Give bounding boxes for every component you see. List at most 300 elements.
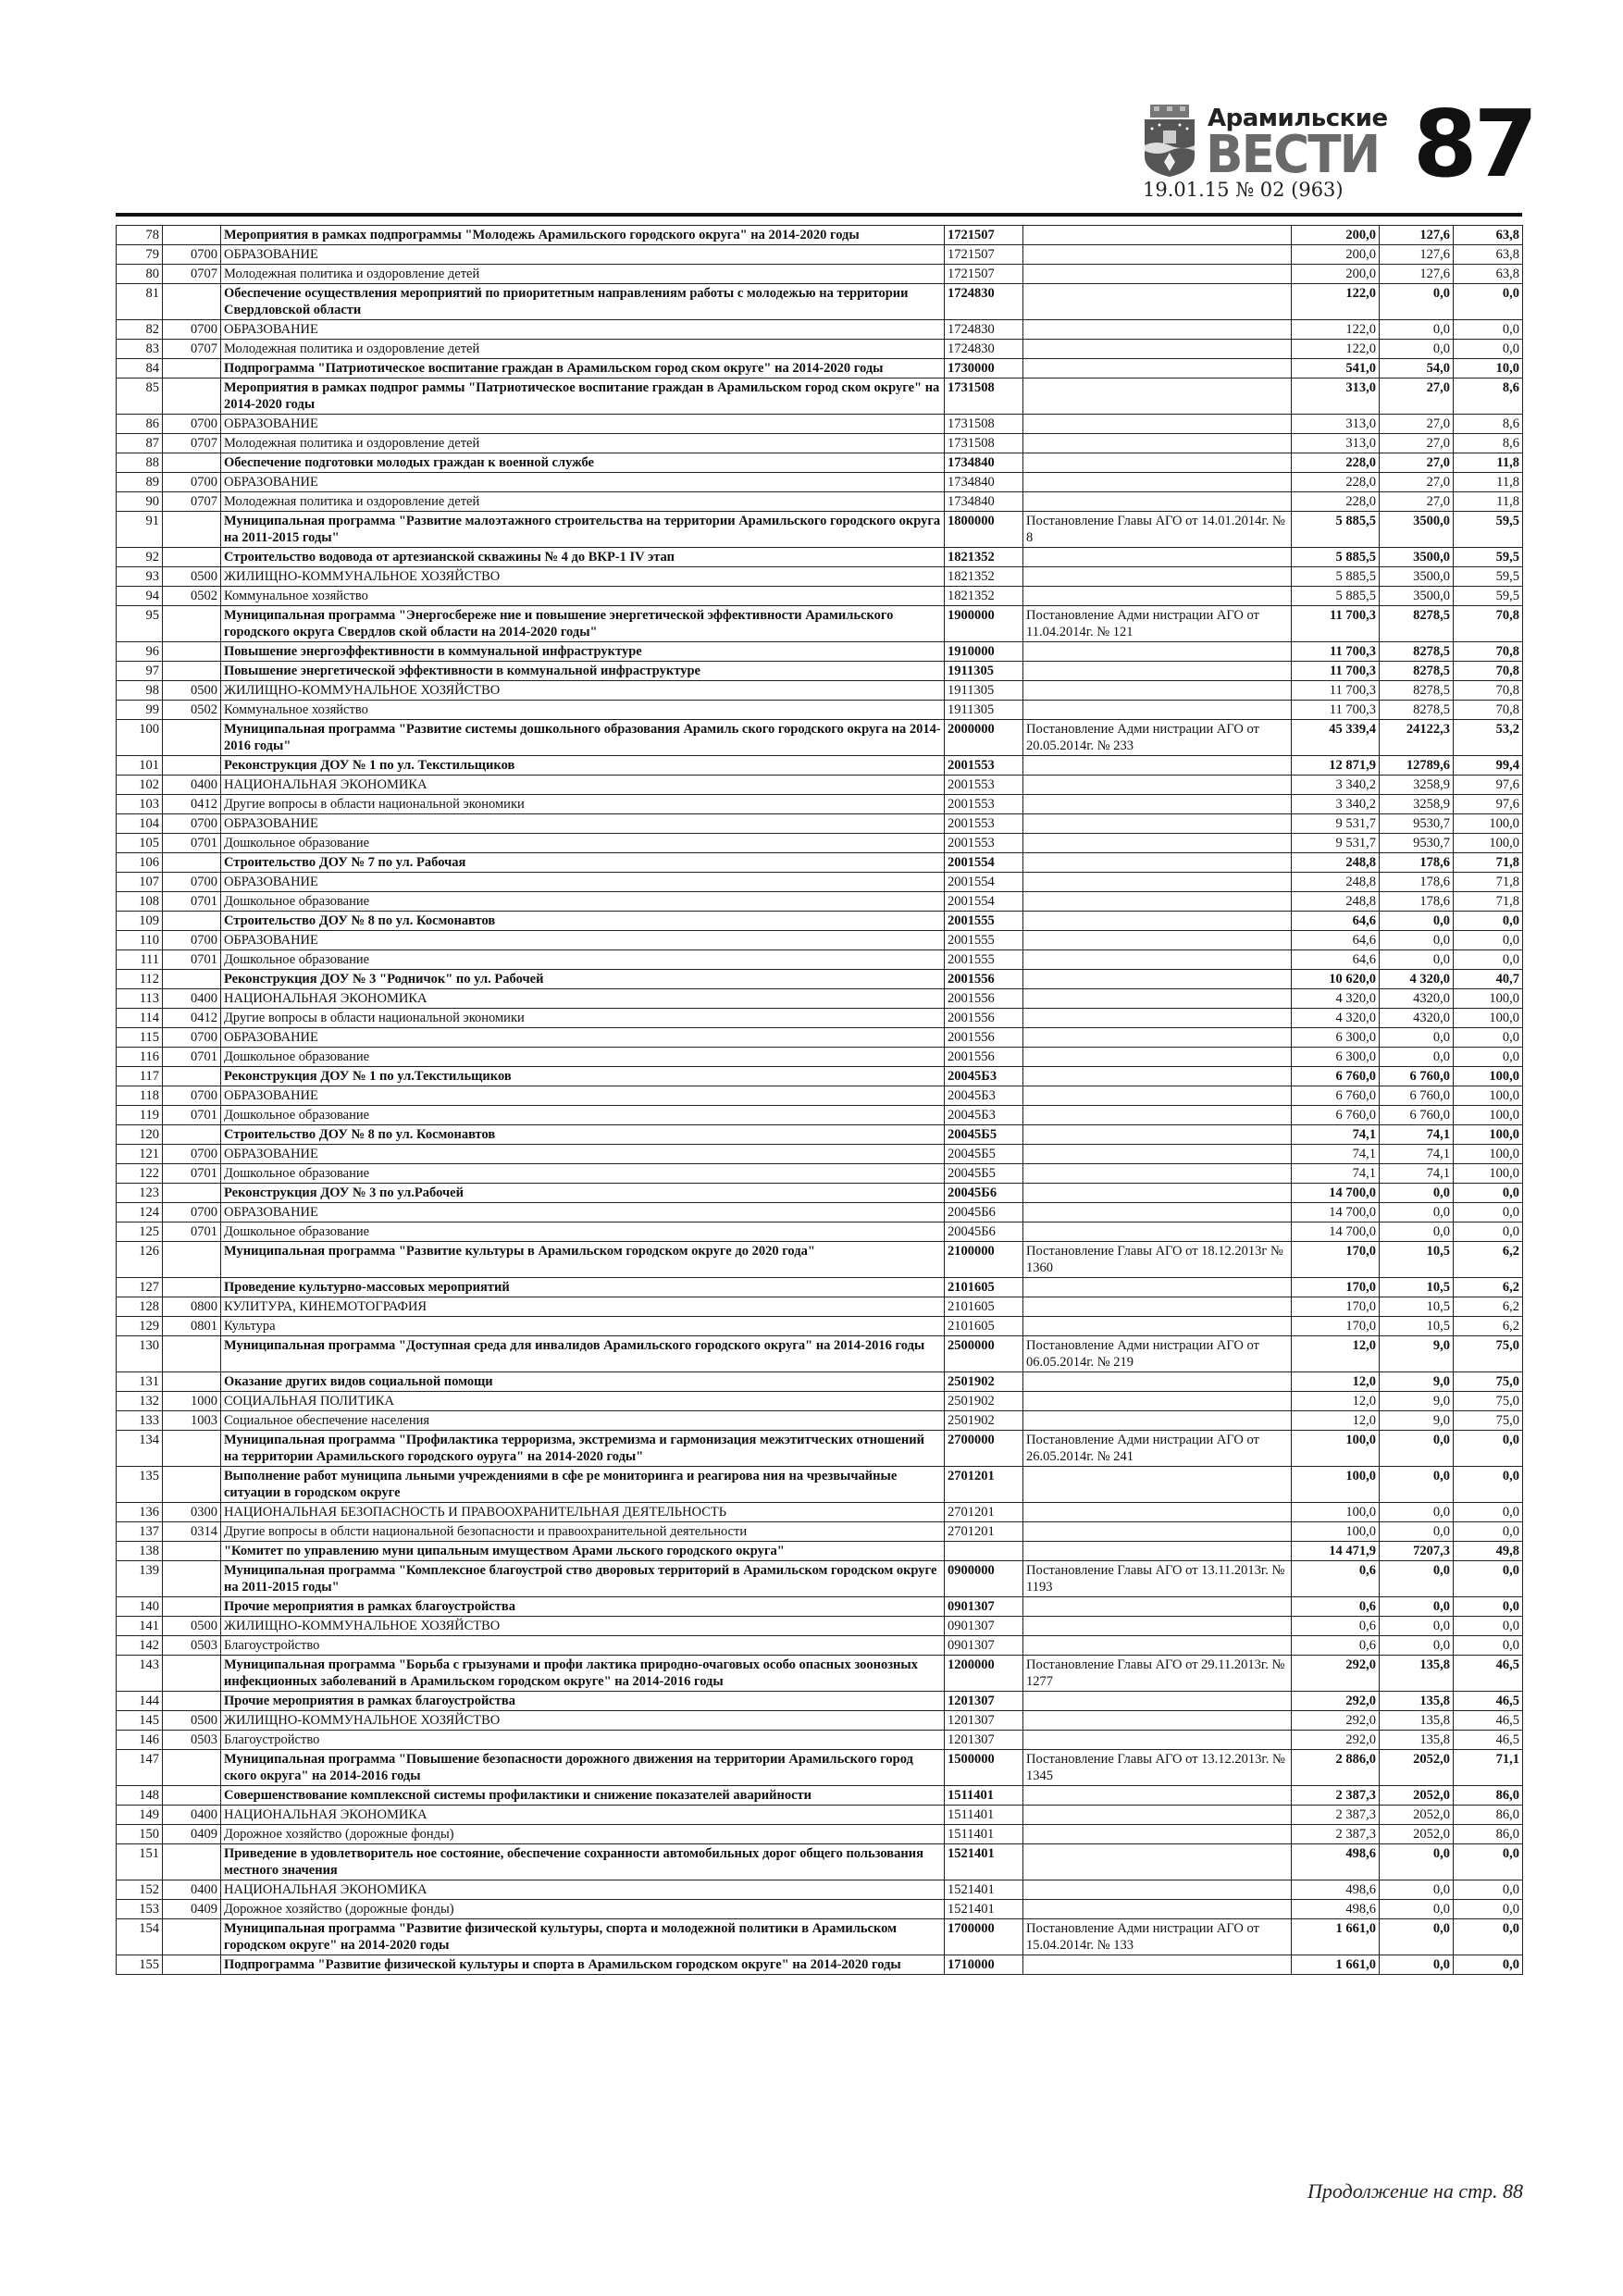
section-code: 0400 (163, 989, 221, 1009)
percent-executed: 86,0 (1454, 1786, 1523, 1806)
percent-executed: 63,8 (1454, 245, 1523, 265)
percent-executed: 70,8 (1454, 701, 1523, 720)
row-number: 133 (117, 1411, 163, 1431)
target-code: 1734840 (945, 492, 1023, 512)
item-name: НАЦИОНАЛЬНАЯ ЭКОНОМИКА (221, 1880, 945, 1900)
planned-amount: 12,0 (1292, 1392, 1380, 1411)
table-row (117, 1086, 1523, 1106)
row-number: 125 (117, 1222, 163, 1242)
percent-executed: 75,0 (1454, 1411, 1523, 1431)
target-code: 1724830 (945, 340, 1023, 359)
target-code: 2001556 (945, 989, 1023, 1009)
table-row (117, 1431, 1523, 1467)
item-name: Благоустройство (221, 1636, 945, 1656)
row-number: 121 (117, 1145, 163, 1164)
item-name: Дошкольное образование (221, 834, 945, 853)
actual-amount: 127,6 (1380, 265, 1454, 284)
table-row (117, 1145, 1523, 1164)
legal-act (1023, 1297, 1292, 1317)
percent-executed: 0,0 (1454, 1203, 1523, 1222)
table-row (117, 606, 1523, 642)
legal-act (1023, 756, 1292, 776)
actual-amount: 3500,0 (1380, 587, 1454, 606)
table-row (117, 1372, 1523, 1392)
row-number: 99 (117, 701, 163, 720)
actual-amount: 2052,0 (1380, 1806, 1454, 1825)
item-name: Строительство ДОУ № 7 по ул. Рабочая (221, 853, 945, 873)
target-code: 2001555 (945, 950, 1023, 970)
actual-amount: 2052,0 (1380, 1825, 1454, 1844)
table-row (117, 1467, 1523, 1503)
row-number: 92 (117, 548, 163, 567)
target-code: 2001555 (945, 912, 1023, 931)
percent-executed: 0,0 (1454, 284, 1523, 320)
actual-amount: 74,1 (1380, 1125, 1454, 1145)
legal-act (1023, 1203, 1292, 1222)
target-code: 2000000 (945, 720, 1023, 756)
section-code (163, 912, 221, 931)
legal-act (1023, 1711, 1292, 1731)
target-code: 1521401 (945, 1844, 1023, 1880)
actual-amount: 9,0 (1380, 1392, 1454, 1411)
item-name: Дорожное хозяйство (дорожные фонды) (221, 1825, 945, 1844)
table-row (117, 1880, 1523, 1900)
planned-amount: 292,0 (1292, 1692, 1380, 1711)
section-code: 0412 (163, 795, 221, 814)
planned-amount: 64,6 (1292, 950, 1380, 970)
section-code (163, 662, 221, 681)
item-name: ОБРАЗОВАНИЕ (221, 814, 945, 834)
item-name: НАЦИОНАЛЬНАЯ ЭКОНОМИКА (221, 1806, 945, 1825)
item-name: Совершенствование комплексной системы профилактики и снижение показателей аварийности (221, 1786, 945, 1806)
legal-act (1023, 1900, 1292, 1919)
section-code (163, 1844, 221, 1880)
item-name: ЖИЛИЩНО-КОММУНАЛЬНОЕ ХОЗЯЙСТВО (221, 681, 945, 701)
target-code: 1511401 (945, 1786, 1023, 1806)
row-number: 107 (117, 873, 163, 892)
section-code: 0701 (163, 1222, 221, 1242)
table-row (117, 1731, 1523, 1750)
planned-amount: 6 760,0 (1292, 1067, 1380, 1086)
actual-amount: 8278,5 (1380, 701, 1454, 720)
legal-act (1023, 1636, 1292, 1656)
legal-act (1023, 226, 1292, 245)
legal-act (1023, 284, 1292, 320)
actual-amount: 74,1 (1380, 1164, 1454, 1184)
legal-act: Постановление Адми нистрации АГО от 26.05.2014г. № 241 (1023, 1431, 1292, 1467)
actual-amount: 0,0 (1380, 1955, 1454, 1975)
section-code (163, 512, 221, 548)
table-row (117, 1203, 1523, 1222)
item-name: Строительство ДОУ № 8 по ул. Космонавтов (221, 912, 945, 931)
table-row (117, 873, 1523, 892)
actual-amount: 3500,0 (1380, 548, 1454, 567)
target-code: 1721507 (945, 226, 1023, 245)
section-code (163, 1372, 221, 1392)
target-code: 20045Б6 (945, 1222, 1023, 1242)
percent-executed: 0,0 (1454, 1503, 1523, 1522)
row-number: 104 (117, 814, 163, 834)
legal-act (1023, 587, 1292, 606)
legal-act (1023, 1467, 1292, 1503)
item-name: Молодежная политика и оздоровление детей (221, 265, 945, 284)
planned-amount: 74,1 (1292, 1164, 1380, 1184)
item-name: Муниципальная программа "Доступная среда для инвалидов Арамильского городского округа" на 2014-2016 годы (221, 1336, 945, 1372)
issue-date-number: 19.01.15 № 02 (963) (1143, 179, 1344, 201)
section-code (163, 548, 221, 567)
section-code: 0700 (163, 245, 221, 265)
legal-act (1023, 1880, 1292, 1900)
actual-amount: 6 760,0 (1380, 1106, 1454, 1125)
row-number: 88 (117, 453, 163, 473)
row-number: 150 (117, 1825, 163, 1844)
table-row (117, 1125, 1523, 1145)
table-row (117, 989, 1523, 1009)
legal-act (1023, 1692, 1292, 1711)
item-name: Дошкольное образование (221, 1106, 945, 1125)
legal-act (1023, 453, 1292, 473)
item-name: Строительство водовода от артезианской скважины № 4 до ВКР-1 IV этап (221, 548, 945, 567)
target-code: 2700000 (945, 1431, 1023, 1467)
percent-executed: 0,0 (1454, 1561, 1523, 1597)
table-row (117, 1617, 1523, 1636)
row-number: 79 (117, 245, 163, 265)
planned-amount: 2 886,0 (1292, 1750, 1380, 1786)
planned-amount: 313,0 (1292, 434, 1380, 453)
item-name: Муниципальная программа "Повышение безопасности дорожного движения на территории Арамильского город ского округа" на 2014-2016 годы (221, 1750, 945, 1786)
item-name: Молодежная политика и оздоровление детей (221, 340, 945, 359)
legal-act: Постановление Главы АГО от 29.11.2013г. № 1277 (1023, 1656, 1292, 1692)
legal-act (1023, 662, 1292, 681)
item-name: Подпрограмма "Развитие физической культуры и спорта в Арамильском городском округе" на 2014-2020 годы (221, 1955, 945, 1975)
percent-executed: 0,0 (1454, 1028, 1523, 1048)
row-number: 127 (117, 1278, 163, 1297)
target-code: 2501902 (945, 1411, 1023, 1431)
percent-executed: 46,5 (1454, 1656, 1523, 1692)
row-number: 136 (117, 1503, 163, 1522)
table-row (117, 284, 1523, 320)
section-code: 0300 (163, 1503, 221, 1522)
percent-executed: 100,0 (1454, 1125, 1523, 1145)
legal-act (1023, 873, 1292, 892)
item-name: Приведение в удовлетворитель ное состояние, обеспечение сохранности автомобильных дорог общего пользования местного значения (221, 1844, 945, 1880)
planned-amount: 200,0 (1292, 245, 1380, 265)
planned-amount: 0,6 (1292, 1617, 1380, 1636)
table-row (117, 642, 1523, 662)
planned-amount: 74,1 (1292, 1125, 1380, 1145)
item-name: Муниципальная программа "Развитие малоэтажного строительства на территории Арамильского городского округа на 2011-2015 годы" (221, 512, 945, 548)
percent-executed: 11,8 (1454, 473, 1523, 492)
actual-amount: 127,6 (1380, 226, 1454, 245)
planned-amount: 12,0 (1292, 1372, 1380, 1392)
actual-amount: 8278,5 (1380, 606, 1454, 642)
table-row (117, 1336, 1523, 1372)
row-number: 78 (117, 226, 163, 245)
legal-act (1023, 1067, 1292, 1086)
target-code: 2501902 (945, 1392, 1023, 1411)
percent-executed: 0,0 (1454, 912, 1523, 931)
actual-amount: 0,0 (1380, 340, 1454, 359)
legal-act (1023, 1278, 1292, 1297)
row-number: 147 (117, 1750, 163, 1786)
table-row (117, 320, 1523, 340)
legal-act (1023, 989, 1292, 1009)
target-code: 2001555 (945, 931, 1023, 950)
actual-amount: 27,0 (1380, 379, 1454, 415)
row-number: 145 (117, 1711, 163, 1731)
target-code: 1511401 (945, 1825, 1023, 1844)
planned-amount: 11 700,3 (1292, 642, 1380, 662)
legal-act (1023, 970, 1292, 989)
actual-amount: 0,0 (1380, 1503, 1454, 1522)
legal-act (1023, 1731, 1292, 1750)
percent-executed: 6,2 (1454, 1297, 1523, 1317)
row-number: 126 (117, 1242, 163, 1278)
planned-amount: 6 300,0 (1292, 1048, 1380, 1067)
item-name: ОБРАЗОВАНИЕ (221, 1203, 945, 1222)
planned-amount: 74,1 (1292, 1145, 1380, 1164)
actual-amount: 4320,0 (1380, 989, 1454, 1009)
row-number: 118 (117, 1086, 163, 1106)
table-row (117, 1067, 1523, 1086)
target-code: 0901307 (945, 1617, 1023, 1636)
target-code: 2101605 (945, 1317, 1023, 1336)
item-name: Муниципальная программа "Энергосбереже ние и повышение энергетической эффективности Арамильского городского округа Свердлов ской области на 2014-2020 годы" (221, 606, 945, 642)
legal-act (1023, 681, 1292, 701)
actual-amount: 27,0 (1380, 434, 1454, 453)
planned-amount: 100,0 (1292, 1522, 1380, 1542)
legal-act (1023, 795, 1292, 814)
section-code: 0500 (163, 1617, 221, 1636)
section-code: 0700 (163, 473, 221, 492)
item-name: Обеспечение осуществления мероприятий по приоритетным направлениям работы с молодежью на территории Свердловской области (221, 284, 945, 320)
table-row (117, 587, 1523, 606)
section-code (163, 1067, 221, 1086)
target-code: 2001553 (945, 834, 1023, 853)
target-code: 20045Б5 (945, 1125, 1023, 1145)
section-code: 0707 (163, 340, 221, 359)
row-number: 100 (117, 720, 163, 756)
actual-amount: 4320,0 (1380, 1009, 1454, 1028)
legal-act (1023, 1317, 1292, 1336)
row-number: 149 (117, 1806, 163, 1825)
actual-amount: 4 320,0 (1380, 970, 1454, 989)
row-number: 81 (117, 284, 163, 320)
table-row (117, 1242, 1523, 1278)
target-code: 1911305 (945, 681, 1023, 701)
section-code (163, 359, 221, 379)
section-code: 0707 (163, 434, 221, 453)
table-row (117, 1542, 1523, 1561)
legal-act (1023, 1542, 1292, 1561)
item-name: Дошкольное образование (221, 950, 945, 970)
section-code (163, 1242, 221, 1278)
actual-amount: 9,0 (1380, 1372, 1454, 1392)
planned-amount: 170,0 (1292, 1317, 1380, 1336)
actual-amount: 9,0 (1380, 1411, 1454, 1431)
actual-amount: 0,0 (1380, 1880, 1454, 1900)
item-name: Молодежная политика и оздоровление детей (221, 492, 945, 512)
legal-act (1023, 265, 1292, 284)
newspaper-name-main: ВЕСТИ (1206, 125, 1380, 185)
target-code: 1721507 (945, 265, 1023, 284)
actual-amount: 135,8 (1380, 1692, 1454, 1711)
target-code: 1201307 (945, 1692, 1023, 1711)
percent-executed: 100,0 (1454, 1106, 1523, 1125)
item-name: НАЦИОНАЛЬНАЯ ЭКОНОМИКА (221, 776, 945, 795)
section-code: 0801 (163, 1317, 221, 1336)
section-code (163, 1561, 221, 1597)
section-code: 0707 (163, 265, 221, 284)
section-code (163, 1692, 221, 1711)
item-name: ЖИЛИЩНО-КОММУНАЛЬНОЕ ХОЗЯЙСТВО (221, 1617, 945, 1636)
row-number: 101 (117, 756, 163, 776)
table-row (117, 756, 1523, 776)
item-name: Реконструкция ДОУ № 3 по ул.Рабочей (221, 1184, 945, 1203)
table-row (117, 1636, 1523, 1656)
planned-amount: 1 661,0 (1292, 1919, 1380, 1955)
target-code: 20045Б5 (945, 1145, 1023, 1164)
planned-amount: 228,0 (1292, 473, 1380, 492)
row-number: 103 (117, 795, 163, 814)
section-code (163, 756, 221, 776)
planned-amount: 6 300,0 (1292, 1028, 1380, 1048)
table-row (117, 1317, 1523, 1336)
section-code: 0503 (163, 1731, 221, 1750)
section-code (163, 1955, 221, 1975)
percent-executed: 10,0 (1454, 359, 1523, 379)
page-number: 87 (1413, 90, 1535, 198)
section-code (163, 1125, 221, 1145)
row-number: 82 (117, 320, 163, 340)
planned-amount: 3 340,2 (1292, 776, 1380, 795)
legal-act (1023, 950, 1292, 970)
legal-act: Постановление Главы АГО от 13.12.2013г. № 1345 (1023, 1750, 1292, 1786)
item-name: НАЦИОНАЛЬНАЯ ЭКОНОМИКА (221, 989, 945, 1009)
legal-act (1023, 814, 1292, 834)
item-name: Молодежная политика и оздоровление детей (221, 434, 945, 453)
target-code: 20045Б3 (945, 1067, 1023, 1086)
actual-amount: 24122,3 (1380, 720, 1454, 756)
table-row (117, 379, 1523, 415)
actual-amount: 0,0 (1380, 1028, 1454, 1048)
legal-act (1023, 1372, 1292, 1392)
table-row (117, 434, 1523, 453)
planned-amount: 6 760,0 (1292, 1106, 1380, 1125)
actual-amount: 27,0 (1380, 492, 1454, 512)
table-row (117, 892, 1523, 912)
planned-amount: 4 320,0 (1292, 1009, 1380, 1028)
actual-amount: 0,0 (1380, 284, 1454, 320)
section-code: 0700 (163, 873, 221, 892)
table-row (117, 1656, 1523, 1692)
item-name: Благоустройство (221, 1731, 945, 1750)
section-code: 0700 (163, 320, 221, 340)
item-name: СОЦИАЛЬНАЯ ПОЛИТИКА (221, 1392, 945, 1411)
planned-amount: 11 700,3 (1292, 662, 1380, 681)
row-number: 106 (117, 853, 163, 873)
planned-amount: 292,0 (1292, 1656, 1380, 1692)
row-number: 155 (117, 1955, 163, 1975)
target-code: 2101605 (945, 1297, 1023, 1317)
percent-executed: 59,5 (1454, 548, 1523, 567)
actual-amount: 135,8 (1380, 1656, 1454, 1692)
legal-act (1023, 1825, 1292, 1844)
percent-executed: 11,8 (1454, 453, 1523, 473)
item-name: ОБРАЗОВАНИЕ (221, 873, 945, 892)
row-number: 110 (117, 931, 163, 950)
percent-executed: 59,5 (1454, 512, 1523, 548)
section-code: 0400 (163, 776, 221, 795)
actual-amount: 135,8 (1380, 1711, 1454, 1731)
percent-executed: 6,2 (1454, 1278, 1523, 1297)
percent-executed: 75,0 (1454, 1392, 1523, 1411)
item-name: Строительство ДОУ № 8 по ул. Космонавтов (221, 1125, 945, 1145)
percent-executed: 8,6 (1454, 434, 1523, 453)
target-code: 2100000 (945, 1242, 1023, 1278)
percent-executed: 70,8 (1454, 606, 1523, 642)
item-name: Социальное обеспечение населения (221, 1411, 945, 1431)
row-number: 146 (117, 1731, 163, 1750)
item-name: Выполнение работ муниципа льными учреждениями в сфе ре мониторинга и реагирова ния на чрезвычайные ситуации в городском округе (221, 1467, 945, 1503)
row-number: 154 (117, 1919, 163, 1955)
planned-amount: 45 339,4 (1292, 720, 1380, 756)
row-number: 134 (117, 1431, 163, 1467)
planned-amount: 10 620,0 (1292, 970, 1380, 989)
table-row (117, 1806, 1523, 1825)
section-code: 0700 (163, 814, 221, 834)
table-row (117, 1278, 1523, 1297)
table-row (117, 1786, 1523, 1806)
table-row (117, 814, 1523, 834)
item-name: Оказание других видов социальной помощи (221, 1372, 945, 1392)
actual-amount: 178,6 (1380, 892, 1454, 912)
actual-amount: 10,5 (1380, 1242, 1454, 1278)
planned-amount: 292,0 (1292, 1711, 1380, 1731)
planned-amount: 200,0 (1292, 265, 1380, 284)
section-code (163, 1597, 221, 1617)
row-number: 124 (117, 1203, 163, 1222)
table-row (117, 548, 1523, 567)
percent-executed: 0,0 (1454, 931, 1523, 950)
planned-amount: 498,6 (1292, 1844, 1380, 1880)
table-row (117, 226, 1523, 245)
planned-amount: 2 387,3 (1292, 1825, 1380, 1844)
legal-act: Постановление Главы АГО от 18.12.2013г № 1360 (1023, 1242, 1292, 1278)
section-code (163, 606, 221, 642)
item-name: Муниципальная программа "Борьба с грызунами и профи лактика природно-очаговых особо опасных зоонозных инфекционных заболеваний в Арамильском городском округе" на 2014-2016 годы (221, 1656, 945, 1692)
percent-executed: 86,0 (1454, 1825, 1523, 1844)
actual-amount: 27,0 (1380, 453, 1454, 473)
row-number: 140 (117, 1597, 163, 1617)
row-number: 120 (117, 1125, 163, 1145)
target-code: 2001556 (945, 970, 1023, 989)
percent-executed: 70,8 (1454, 662, 1523, 681)
target-code: 1724830 (945, 320, 1023, 340)
target-code: 1721507 (945, 245, 1023, 265)
legal-act (1023, 320, 1292, 340)
target-code: 2001553 (945, 756, 1023, 776)
actual-amount: 0,0 (1380, 1184, 1454, 1203)
row-number: 94 (117, 587, 163, 606)
target-code: 1911305 (945, 701, 1023, 720)
percent-executed: 46,5 (1454, 1711, 1523, 1731)
row-number: 96 (117, 642, 163, 662)
actual-amount: 0,0 (1380, 931, 1454, 950)
legal-act (1023, 340, 1292, 359)
percent-executed: 75,0 (1454, 1372, 1523, 1392)
percent-executed: 99,4 (1454, 756, 1523, 776)
